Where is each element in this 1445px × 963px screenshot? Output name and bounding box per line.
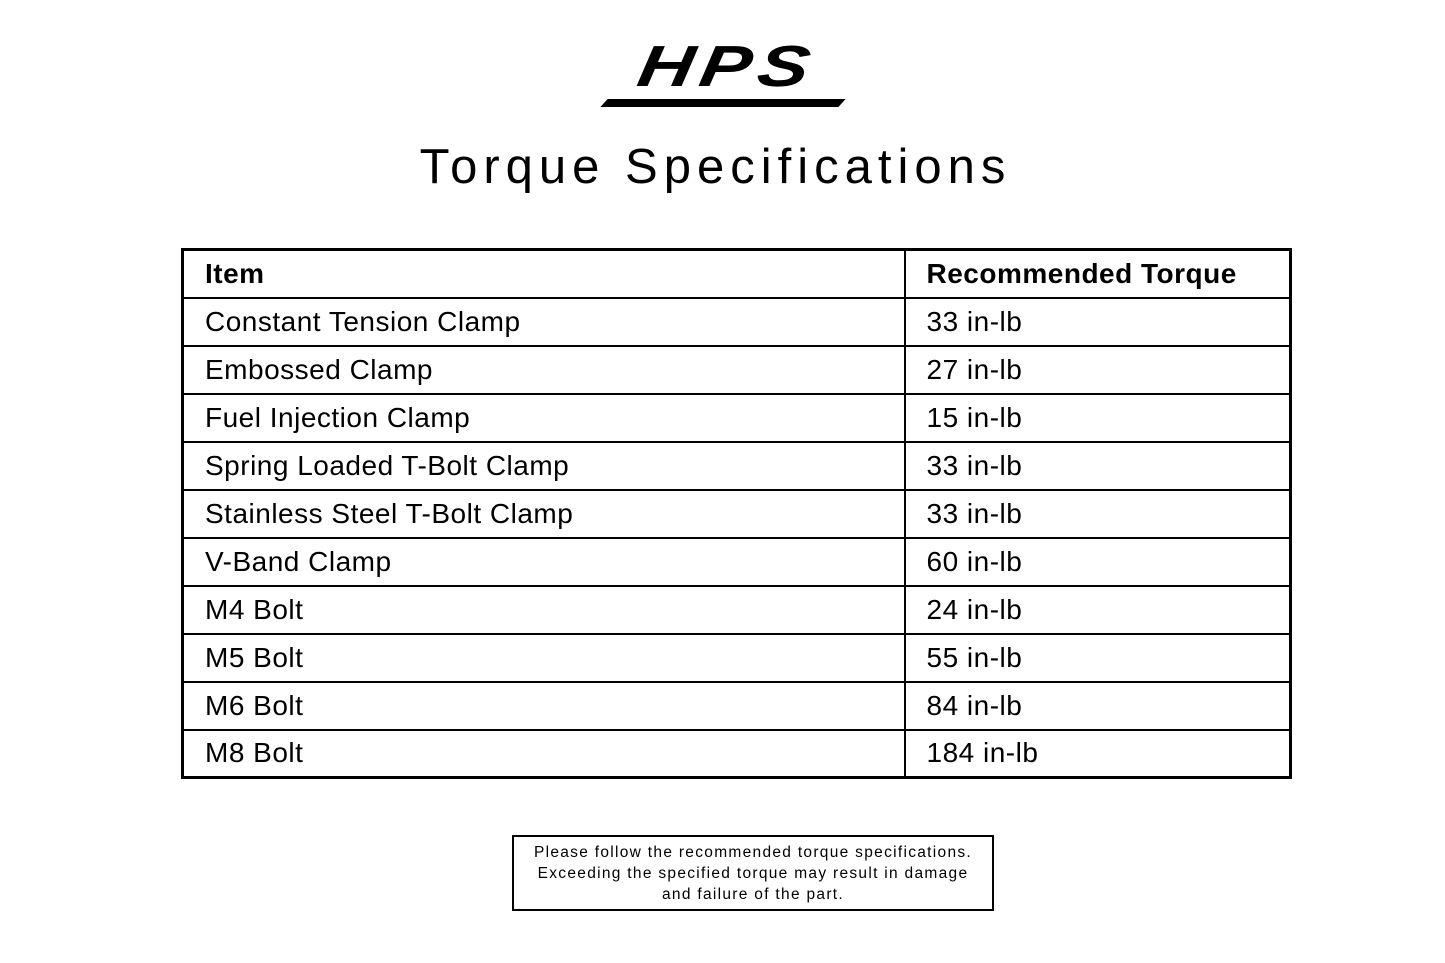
table-row <box>183 586 1291 634</box>
torque-cell: 24 in-lb <box>905 586 1291 634</box>
column-header-item: Item <box>183 250 905 298</box>
torque-cell: 33 in-lb <box>905 298 1291 346</box>
table-row <box>183 394 1291 442</box>
table-row <box>183 682 1291 730</box>
table-row <box>183 634 1291 682</box>
torque-cell: 184 in-lb <box>905 730 1291 778</box>
torque-table <box>181 248 1292 779</box>
table-row <box>183 490 1291 538</box>
torque-cell: 60 in-lb <box>905 538 1291 586</box>
item-cell: Spring Loaded T-Bolt Clamp <box>183 442 905 490</box>
note-line: Exceeding the specified torque may result in damage <box>537 864 969 882</box>
table-row <box>183 538 1291 586</box>
item-cell: M4 Bolt <box>183 586 905 634</box>
torque-cell: 33 in-lb <box>905 490 1291 538</box>
item-cell: Constant Tension Clamp <box>183 298 905 346</box>
hps-logo <box>0 34 1445 107</box>
torque-cell: 27 in-lb <box>905 346 1291 394</box>
note-line: and failure of the part. <box>662 885 844 903</box>
item-cell: Fuel Injection Clamp <box>183 394 905 442</box>
item-cell: M6 Bolt <box>183 682 905 730</box>
warning-note <box>512 835 994 911</box>
item-cell: Stainless Steel T-Bolt Clamp <box>183 490 905 538</box>
torque-cell: 15 in-lb <box>905 394 1291 442</box>
item-cell: Embossed Clamp <box>183 346 905 394</box>
table-row <box>183 730 1291 778</box>
torque-cell: 33 in-lb <box>905 442 1291 490</box>
table-header-row <box>183 250 1291 298</box>
item-cell: M8 Bolt <box>183 730 905 778</box>
note-line: Please follow the recommended torque specifications. <box>533 843 973 861</box>
page-title: Torque Specifications <box>419 140 1012 194</box>
table-row <box>183 346 1291 394</box>
torque-cell: 84 in-lb <box>905 682 1291 730</box>
hps-logo-underline <box>600 99 845 107</box>
hps-logo-text: HPS <box>633 34 823 99</box>
torque-cell: 55 in-lb <box>905 634 1291 682</box>
item-cell: M5 Bolt <box>183 634 905 682</box>
table-row <box>183 442 1291 490</box>
item-cell: V-Band Clamp <box>183 538 905 586</box>
table-row <box>183 298 1291 346</box>
column-header-torque: Recommended Torque <box>905 250 1291 298</box>
